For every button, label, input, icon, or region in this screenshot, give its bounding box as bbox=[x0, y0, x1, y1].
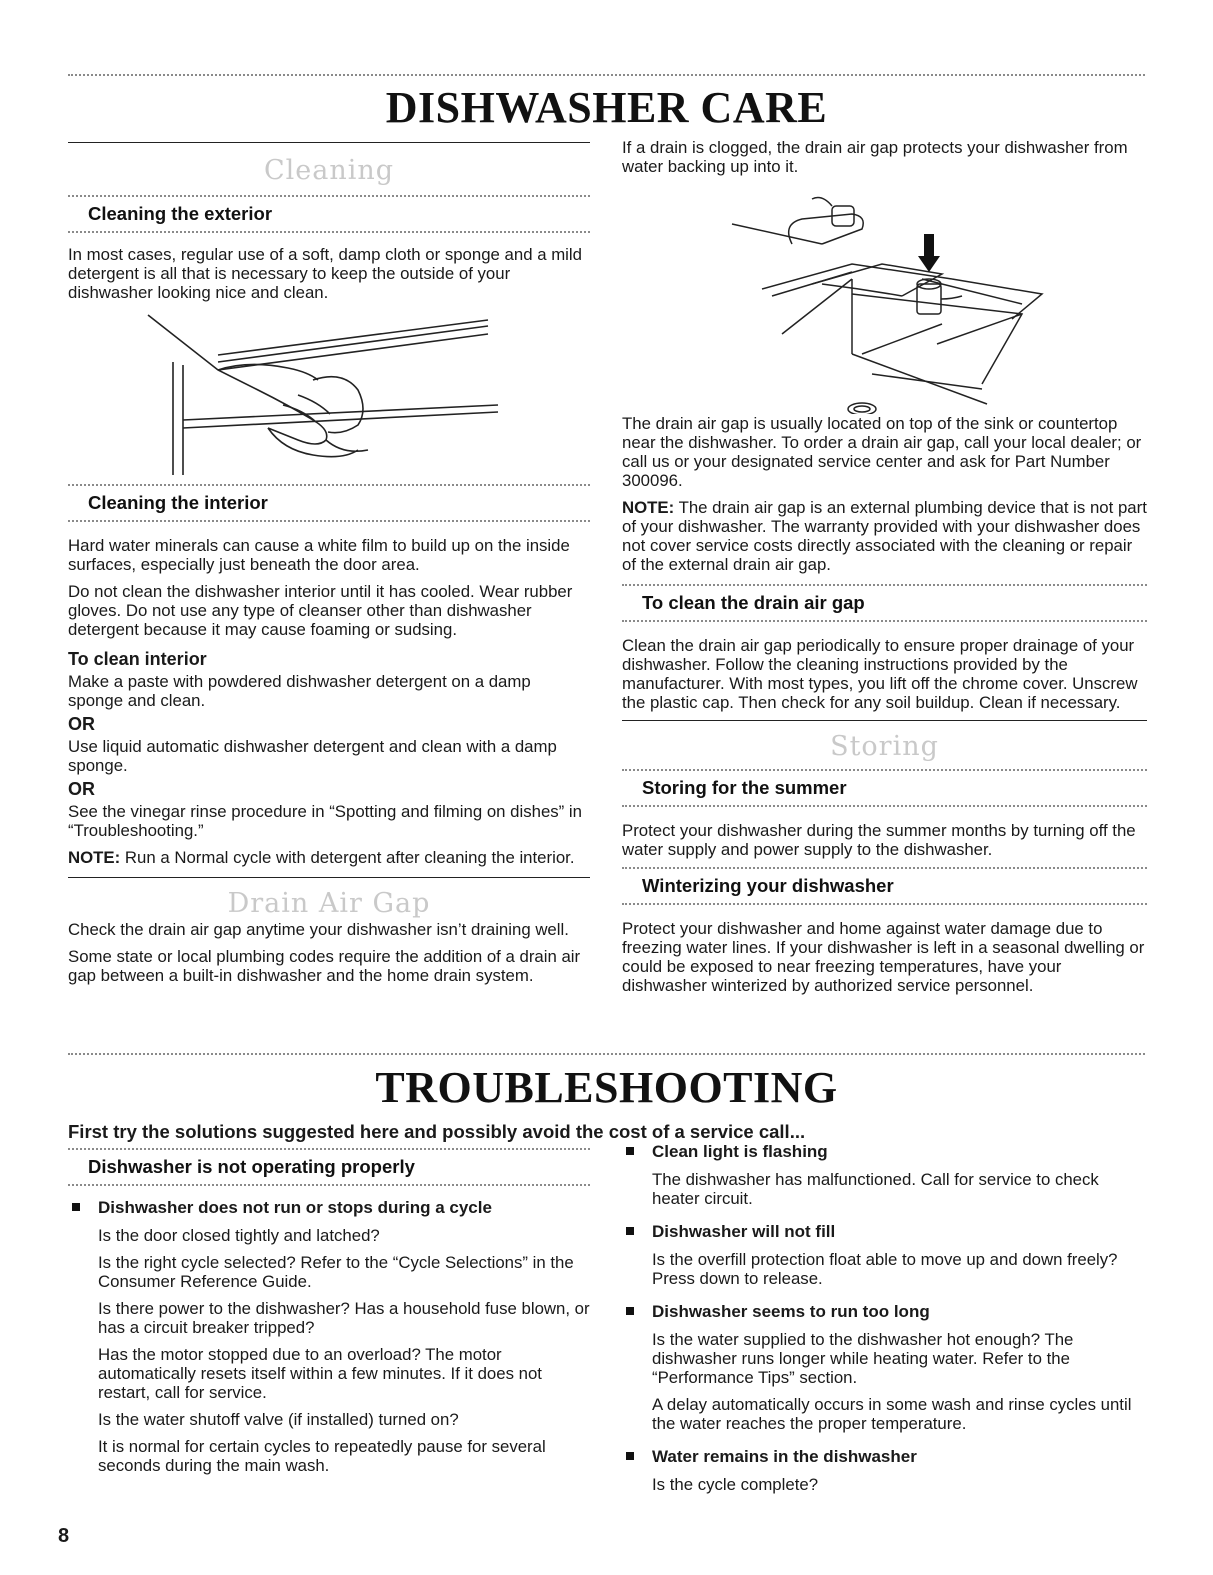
winter-text: Protect your dishwasher and home against water damage due to freezing water lines. If your dishwasher is left in a seasonal dwelling or could be exposed to near freezing temperatures, have your dishwasher winterized by authorized service personnel. bbox=[622, 919, 1145, 995]
drain-air-gap-illustration bbox=[622, 184, 1147, 414]
drain-paragraph-3: If a drain is clogged, the drain air gap protects your dishwasher from water backing up into it. bbox=[622, 138, 1128, 176]
exterior-heading-band bbox=[68, 195, 590, 233]
trouble-left-column bbox=[68, 1148, 590, 1483]
clean-gap-heading-band bbox=[622, 584, 1147, 622]
clean-gap-text: Clean the drain air gap periodically to ensure proper drainage of your dishwasher. Follow the cleaning instructions provided by the manufacturer. With most types, you lift off the chrome cover. Unscrew the plastic cap. Then check for any soil buildup. Clean if necessary. bbox=[622, 636, 1138, 712]
interior-step-1: Make a paste with powdered dishwasher detergent on a damp sponge and clean. bbox=[68, 672, 531, 710]
page-number: 8 bbox=[58, 1525, 70, 1547]
item-heading: Clean light is flashing bbox=[622, 1142, 1147, 1162]
item-paragraph: Is the water shutoff valve (if installed) turned on? bbox=[98, 1410, 459, 1429]
not-operating-heading: Dishwasher is not operating properly bbox=[88, 1156, 415, 1177]
drain-note-text: The drain air gap is an external plumbing device that is not part of your dishwasher. The warranty provided with your dishwasher does not cover service costs directly associated with the cleaning or repair of the external drain air gap. bbox=[622, 498, 1147, 574]
interior-note bbox=[68, 848, 590, 867]
summer-heading-band bbox=[622, 769, 1147, 807]
care-left-column bbox=[68, 142, 590, 993]
interior-paragraph-1: Hard water minerals can cause a white film to build up on the inside surfaces, especially just beneath the door area. bbox=[68, 536, 570, 574]
top-rule bbox=[68, 74, 1145, 76]
item-paragraph: A delay automatically occurs in some wash and rinse cycles until the water reaches the proper temperature. bbox=[652, 1395, 1132, 1433]
dishwasher-care-title: DISHWASHER CARE bbox=[385, 83, 828, 132]
item-heading: Dishwasher will not fill bbox=[622, 1222, 1147, 1242]
item-paragraph: Is the cycle complete? bbox=[652, 1475, 819, 1494]
interior-heading-band bbox=[68, 484, 590, 522]
drain-note-label: NOTE: bbox=[622, 498, 675, 517]
or-label-2: OR bbox=[68, 779, 95, 799]
item-paragraph: Is the overfill protection float able to move up and down freely? Press down to release. bbox=[652, 1250, 1118, 1288]
interior-heading: Cleaning the interior bbox=[88, 492, 268, 513]
exterior-text: In most cases, regular use of a soft, damp cloth or sponge and a mild detergent is all that is necessary to keep the outside of your dishwasher looking nice and clean. bbox=[68, 245, 582, 302]
exterior-cleaning-illustration bbox=[68, 310, 590, 480]
interior-paragraph-2: Do not clean the dishwasher interior until it has cooled. Wear rubber gloves. Do not use any type of cleanser other than dishwasher detergent because it may cause foaming or sudsing. bbox=[68, 582, 573, 639]
item-paragraph: Is the door closed tightly and latched? bbox=[98, 1226, 380, 1245]
storing-rule bbox=[622, 720, 1147, 721]
or-label-1: OR bbox=[68, 714, 95, 734]
cleaning-rule bbox=[68, 142, 590, 143]
troubleshooting-intro: First try the solutions suggested here and possibly avoid the cost of a service call... bbox=[68, 1121, 806, 1142]
summer-heading: Storing for the summer bbox=[642, 777, 847, 798]
not-operating-heading-band bbox=[68, 1148, 590, 1186]
item-paragraph: It is normal for certain cycles to repeatedly pause for several seconds during the main wash. bbox=[98, 1437, 546, 1475]
cleaning-heading: Cleaning bbox=[263, 155, 395, 186]
item-paragraph: The dishwasher has malfunctioned. Call for service to check heater circuit. bbox=[652, 1170, 1099, 1208]
drain-air-gap-heading: Drain Air Gap bbox=[227, 888, 431, 919]
winter-heading-band bbox=[622, 867, 1147, 905]
trouble-right-column bbox=[622, 1140, 1147, 1502]
troubleshooting-title: TROUBLESHOOTING bbox=[375, 1063, 838, 1112]
middle-rule bbox=[68, 1053, 1145, 1055]
winter-heading: Winterizing your dishwasher bbox=[642, 875, 894, 896]
care-right-column bbox=[622, 138, 1147, 1003]
item-heading: Dishwasher does not run or stops during a cycle bbox=[68, 1198, 590, 1218]
hand-cloth-icon bbox=[68, 310, 590, 480]
interior-step-3: See the vinegar rinse procedure in “Spotting and filming on dishes” in “Troubleshooting.” bbox=[68, 802, 582, 840]
summer-text: Protect your dishwasher during the summer months by turning off the water supply and power supply to the dishwasher. bbox=[622, 821, 1136, 859]
item-heading: Dishwasher seems to run too long bbox=[622, 1302, 1147, 1322]
note-label: NOTE: bbox=[68, 848, 121, 867]
interior-step-2: Use liquid automatic dishwasher detergent and clean with a damp sponge. bbox=[68, 737, 557, 775]
clean-gap-heading: To clean the drain air gap bbox=[642, 592, 865, 613]
item-paragraph: Is the water supplied to the dishwasher hot enough? The dishwasher runs longer while heating water. Refer to the “Performance Tips” section. bbox=[652, 1330, 1074, 1387]
sink-air-gap-icon bbox=[622, 184, 1147, 414]
drain-paragraph-1: Check the drain air gap anytime your dishwasher isn’t draining well. bbox=[68, 920, 569, 939]
interior-note-text: Run a Normal cycle with detergent after cleaning the interior. bbox=[120, 848, 575, 867]
to-clean-interior-heading: To clean interior bbox=[68, 649, 207, 669]
storing-heading: Storing bbox=[830, 731, 939, 762]
drain-paragraph-2: Some state or local plumbing codes require the addition of a drain air gap between a built-in dishwasher and the home drain system. bbox=[68, 947, 581, 985]
drain-rule bbox=[68, 877, 590, 878]
drain-paragraph-4: The drain air gap is usually located on top of the sink or countertop near the dishwasher. To order a drain air gap, call your local dealer; or call us or your designated service center and ask for Part Number 300096. bbox=[622, 414, 1142, 490]
item-paragraph: Is there power to the dishwasher? Has a household fuse blown, or has a circuit breaker tripped? bbox=[98, 1299, 590, 1337]
drain-note bbox=[622, 498, 1147, 574]
item-heading: Water remains in the dishwasher bbox=[622, 1447, 1147, 1467]
item-paragraph: Has the motor stopped due to an overload? The motor automatically resets itself within a few minutes. If it does not restart, call for service. bbox=[98, 1345, 542, 1402]
item-paragraph: Is the right cycle selected? Refer to the “Cycle Selections” in the Consumer Reference Guide. bbox=[98, 1253, 574, 1291]
exterior-heading: Cleaning the exterior bbox=[88, 203, 273, 224]
item-does-not-run bbox=[68, 1198, 590, 1475]
